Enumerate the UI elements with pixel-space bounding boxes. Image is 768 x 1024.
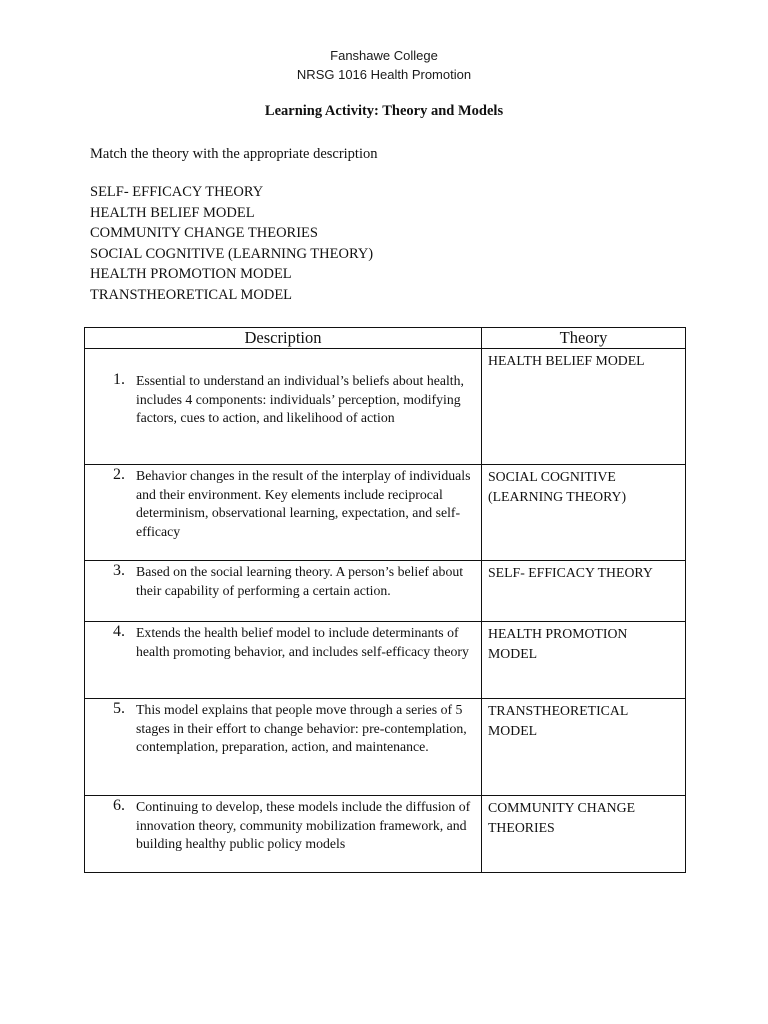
description-text: Essential to understand an individual’s beliefs about health, includes 4 components: individuals’ perception, modifying factors, cues to action, and likelihood of action [136, 373, 464, 425]
theory-cell: COMMUNITY CHANGE THEORIES [482, 796, 686, 873]
description-cell [85, 622, 482, 699]
description-text: Extends the health belief model to include determinants of health promoting behavior, and includes self-efficacy theory [136, 625, 469, 659]
course-name: NRSG 1016 Health Promotion [296, 67, 472, 82]
description-text: Based on the social learning theory. A person’s belief about their capability of performing a certain action. [136, 564, 464, 598]
table-row [85, 561, 686, 622]
row-number: 1. [113, 371, 125, 388]
description-cell [85, 699, 482, 796]
row-number: 6. [113, 797, 125, 814]
theory-cell: HEALTH PROMOTION MODEL [482, 622, 686, 699]
description-cell [85, 465, 482, 561]
description-text: Continuing to develop, these models include the diffusion of innovation theory, community mobilization framework, and building healthy public policy models [136, 799, 471, 851]
theory-list [90, 182, 373, 305]
theory-cell: HEALTH BELIEF MODEL [482, 349, 686, 465]
theory-list-item: COMMUNITY CHANGE THEORIES [90, 225, 318, 241]
description-text: Behavior changes in the result of the interplay of individuals and their environment. Key elements include reciprocal determinism, observational learning, expectation, and self-efficacy [136, 468, 471, 539]
description-text: This model explains that people move through a series of 5 stages in their effort to change behavior: pre-contemplation, contemplation, preparation, action, and maintenance. [136, 702, 467, 754]
table-row [85, 622, 686, 699]
description-cell [85, 561, 482, 622]
row-number: 5. [113, 700, 125, 717]
description-cell [85, 796, 482, 873]
table-row [85, 465, 686, 561]
matching-table [84, 327, 686, 873]
table-row [85, 349, 686, 465]
page-title: Learning Activity: Theory and Models [264, 103, 504, 119]
table-row [85, 796, 686, 873]
row-number: 4. [113, 623, 125, 640]
table-row [85, 699, 686, 796]
row-number: 2. [113, 466, 125, 483]
theory-header: Theory [482, 328, 686, 349]
description-header: Description [85, 328, 482, 349]
theory-list-item: HEALTH PROMOTION MODEL [90, 266, 292, 282]
description-cell [85, 349, 482, 465]
instruction-text: Match the theory with the appropriate description [90, 146, 378, 162]
table-header-row [85, 328, 686, 349]
college-name: Fanshawe College [330, 48, 438, 63]
theory-list-item: TRANSTHEORETICAL MODEL [90, 286, 293, 303]
theory-list-item: SELF- EFFICACY THEORY [90, 184, 264, 200]
theory-cell: SOCIAL COGNITIVE (LEARNING THEORY) [482, 465, 686, 561]
theory-cell: TRANSTHEORETICAL MODEL [482, 699, 686, 796]
theory-list-item: HEALTH BELIEF MODEL [90, 204, 255, 221]
theory-cell: SELF- EFFICACY THEORY [482, 561, 686, 622]
theory-list-item: SOCIAL COGNITIVE (LEARNING THEORY) [90, 245, 374, 262]
row-number: 3. [113, 562, 125, 579]
